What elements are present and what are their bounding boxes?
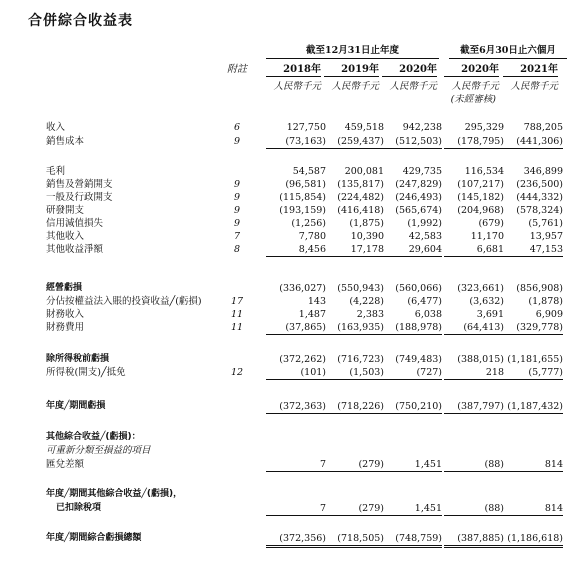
cell-value: (856,908) [516, 283, 563, 294]
row-label: 其他綜合收益╱(虧損)： [46, 432, 141, 442]
cell-value: (441,306) [503, 135, 563, 149]
row-label: 可重新分類至損益的項目 [46, 445, 151, 456]
cell-value: (3,632) [469, 296, 504, 307]
cell-value: (88) [444, 502, 504, 516]
cell-value: (1,503) [324, 366, 384, 380]
row-label: 經營虧損 [46, 283, 83, 293]
cell-value: (718,505) [324, 532, 384, 548]
cell-value: (135,817) [337, 179, 384, 190]
cell-value: 1,451 [382, 458, 442, 472]
table-row [0, 400, 573, 413]
table-row [0, 353, 573, 366]
row-note: 6 [233, 122, 241, 133]
table-row-label-line [0, 488, 573, 501]
cell-value: (329,778) [503, 321, 563, 335]
cell-value: 17,178 [324, 243, 384, 257]
cell-value: 47,153 [503, 243, 563, 257]
header-unit: 人民幣千元 [331, 81, 379, 92]
header-group-year: 截至12月31日止年度 [266, 44, 439, 59]
cell-value: (372,356) [266, 532, 326, 548]
table-row [0, 321, 573, 334]
cell-value: 116,534 [464, 166, 504, 177]
table-row [0, 230, 573, 243]
row-note: 9 [233, 205, 241, 216]
cell-value: 6,909 [535, 309, 563, 320]
table-row [0, 282, 573, 295]
header-group-half: 截至6月30日止六個月 [449, 44, 567, 59]
cell-value: (5,761) [528, 218, 563, 229]
row-label: 已扣除稅項 [56, 503, 102, 513]
row-note: 12 [230, 367, 244, 378]
cell-value: 2,383 [356, 309, 384, 320]
cell-value: (88) [444, 458, 504, 472]
cell-value: (107,217) [457, 179, 504, 190]
row-label: 一般及行政開支 [46, 192, 113, 203]
table-row [0, 204, 573, 217]
cell-value: (750,210) [382, 400, 442, 414]
cell-value: (749,483) [395, 354, 442, 365]
cell-value: 1,487 [298, 309, 326, 320]
cell-value: 459,518 [344, 122, 384, 133]
header-half-2020: 2020年 [444, 60, 499, 77]
table-row [0, 178, 573, 191]
header-unit: 人民幣千元 [273, 81, 321, 92]
cell-value: (96,581) [285, 179, 326, 190]
cell-value: (748,759) [382, 532, 442, 548]
row-label: 信用減值損失 [46, 218, 104, 229]
cell-value: 7 [266, 458, 326, 472]
header-unit: 人民幣千元 [510, 81, 558, 92]
row-label: 銷售成本 [46, 136, 85, 147]
header-unit: 人民幣千元 [451, 81, 499, 92]
section-subheading [0, 444, 573, 457]
cell-value: 346,899 [523, 166, 563, 177]
cell-value: (101) [266, 366, 326, 380]
header-year-2020: 2020年 [382, 60, 437, 77]
cell-value: (188,978) [382, 321, 442, 335]
row-label: 研發開支 [46, 205, 85, 216]
cell-value: 127,750 [286, 122, 326, 133]
table-row [0, 366, 573, 379]
row-label: 除所得稅前虧損 [46, 354, 110, 364]
row-label: 匯兌差額 [46, 459, 85, 470]
cell-value: 6,681 [444, 243, 504, 257]
table-row [0, 165, 573, 178]
cell-value: (224,482) [337, 192, 384, 203]
table-row [0, 243, 573, 256]
table-row [0, 191, 573, 204]
cell-value: (388,015) [457, 354, 504, 365]
cell-value: (247,829) [395, 179, 442, 190]
table-row [0, 295, 573, 308]
cell-value: 143 [307, 296, 326, 307]
row-label: 分佔按權益法入賬的投資收益╱(虧損) [46, 296, 202, 307]
cell-value: (1,256) [291, 218, 326, 229]
cell-value: (372,363) [266, 400, 326, 414]
cell-value: 814 [503, 502, 563, 516]
cell-value: (727) [382, 366, 442, 380]
cell-value: 295,329 [464, 122, 504, 133]
row-note: 8 [233, 244, 241, 255]
cell-value: (387,885) [444, 532, 504, 548]
cell-value: (279) [324, 502, 384, 516]
header-unaudited: (未經審核) [450, 94, 496, 105]
cell-value: (444,332) [516, 192, 563, 203]
cell-value: 814 [503, 458, 563, 472]
cell-value: 29,604 [382, 243, 442, 257]
cell-value: 7,780 [298, 231, 326, 242]
row-note: 9 [233, 136, 241, 147]
header-year-2018: 2018年 [266, 60, 321, 77]
cell-value: 3,691 [476, 309, 504, 320]
row-note: 11 [230, 322, 244, 333]
row-note: 11 [230, 309, 244, 320]
header-note: 附註 [227, 64, 247, 75]
cell-value: (5,777) [503, 366, 563, 380]
header-unit: 人民幣千元 [389, 81, 437, 92]
row-note: 9 [233, 179, 241, 190]
cell-value: (64,413) [444, 321, 504, 335]
row-label: 財務收入 [46, 309, 85, 320]
row-label: 所得稅(開支)╱抵免 [46, 367, 126, 378]
cell-value: (372,262) [279, 354, 326, 365]
section-heading [0, 431, 573, 444]
cell-value: (1,187,432) [503, 400, 563, 414]
cell-value: (6,477) [407, 296, 442, 307]
row-note: 9 [233, 218, 241, 229]
cell-value: 13,957 [529, 231, 563, 242]
row-label: 其他收入 [46, 231, 85, 242]
row-label: 年度╱期間綜合虧損總額 [46, 533, 142, 543]
row-label: 其他收益淨額 [46, 244, 104, 255]
table-row [0, 502, 573, 515]
row-label: 毛利 [46, 166, 66, 177]
cell-value: (1,181,655) [507, 354, 563, 365]
cell-value: (115,854) [279, 192, 326, 203]
cell-value: (37,865) [266, 321, 326, 335]
table-row [0, 121, 573, 134]
cell-value: (145,182) [457, 192, 504, 203]
cell-value: (1,992) [407, 218, 442, 229]
cell-value: (163,935) [324, 321, 384, 335]
row-label: 銷售及營銷開支 [46, 179, 113, 190]
cell-value: (193,159) [279, 205, 326, 216]
cell-value: 942,238 [402, 122, 442, 133]
header-half-2021: 2021年 [503, 60, 558, 77]
cell-value: (1,878) [528, 296, 563, 307]
cell-value: 11,170 [470, 231, 504, 242]
table-row [0, 532, 573, 545]
cell-value: (279) [324, 458, 384, 472]
cell-value: 10,390 [350, 231, 384, 242]
cell-value: 218 [444, 366, 504, 380]
row-label: 年度╱期間虧損 [46, 401, 106, 411]
row-label: 年度╱期間其他綜合收益╱(虧損)， [46, 489, 183, 499]
table-row [0, 135, 573, 148]
cell-value: 6,038 [414, 309, 442, 320]
cell-value: (178,795) [444, 135, 504, 149]
cell-value: (236,500) [516, 179, 563, 190]
cell-value: 200,081 [344, 166, 384, 177]
cell-value: 8,456 [266, 243, 326, 257]
cell-value: (204,968) [457, 205, 504, 216]
cell-value: 1,451 [382, 502, 442, 516]
cell-value: (550,943) [337, 283, 384, 294]
cell-value: 42,583 [408, 231, 442, 242]
cell-value: (336,027) [279, 283, 326, 294]
page-title: 合併綜合收益表 [28, 13, 133, 29]
cell-value: 54,587 [292, 166, 326, 177]
cell-value: (679) [478, 218, 504, 229]
cell-value: (1,186,618) [503, 532, 563, 548]
row-label: 財務費用 [46, 322, 85, 333]
cell-value: 7 [266, 502, 326, 516]
cell-value: (387,797) [444, 400, 504, 414]
cell-value: (716,723) [337, 354, 384, 365]
cell-value: (246,493) [395, 192, 442, 203]
cell-value: (416,418) [337, 205, 384, 216]
cell-value: (512,503) [382, 135, 442, 149]
cell-value: 788,205 [523, 122, 563, 133]
row-note: 9 [233, 192, 241, 203]
row-note: 17 [230, 296, 244, 307]
table-row [0, 308, 573, 321]
cell-value: (4,228) [349, 296, 384, 307]
header-year-2019: 2019年 [324, 60, 379, 77]
row-note: 7 [233, 231, 241, 242]
cell-value: 429,735 [402, 166, 442, 177]
row-label: 收入 [46, 122, 66, 133]
cell-value: (73,163) [266, 135, 326, 149]
cell-value: (718,226) [324, 400, 384, 414]
cell-value: (259,437) [324, 135, 384, 149]
table-row [0, 458, 573, 471]
cell-value: (578,324) [516, 205, 563, 216]
cell-value: (565,674) [395, 205, 442, 216]
cell-value: (1,875) [349, 218, 384, 229]
table-row [0, 217, 573, 230]
cell-value: (323,661) [457, 283, 504, 294]
cell-value: (560,066) [395, 283, 442, 294]
